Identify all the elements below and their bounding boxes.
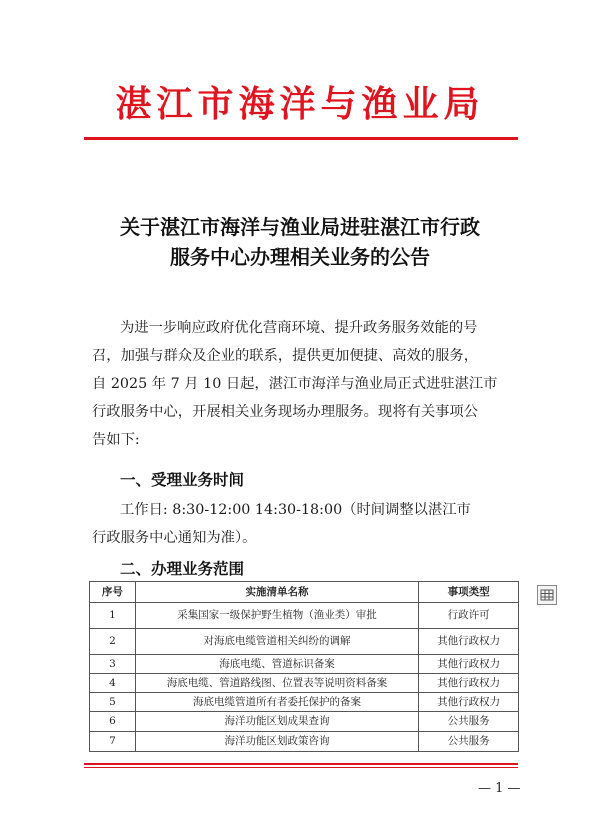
section-1-line: 行政服务中心通知为准）。 [92, 530, 257, 546]
table-header-row [90, 582, 519, 603]
table-row [90, 732, 519, 752]
cell-item-name: 采集国家一级保护野生植物（渔业类）审批 [135, 603, 418, 629]
cell-item-type: 其他行政权力 [419, 655, 519, 674]
cell-item-type: 其他行政权力 [419, 693, 519, 712]
cell-item-name: 海底电缆、管道标识备案 [135, 655, 418, 674]
table-row [90, 712, 519, 732]
cell-item-name: 海底电缆、管道路线图、位置表等说明资料备案 [135, 674, 418, 693]
cell-item-name: 海洋功能区划政策咨询 [135, 732, 418, 752]
cell-serial: 5 [90, 693, 136, 712]
cell-serial: 1 [90, 603, 136, 629]
footer-red-rule-thin [84, 767, 518, 768]
page-number: — 1 — [478, 781, 521, 796]
masthead-red-rule [84, 137, 518, 140]
title-line-2: 服务中心办理相关业务的公告 [170, 245, 430, 269]
section-1-paragraph [92, 496, 520, 552]
table-row [90, 693, 519, 712]
footer-red-rule [84, 763, 518, 765]
cell-item-name: 海底电缆管道所有者委托保护的备案 [135, 693, 418, 712]
cell-item-name: 对海底电缆管道相关纠纷的调解 [135, 629, 418, 655]
cell-item-type: 公共服务 [419, 712, 519, 732]
header-serial: 序号 [90, 582, 136, 603]
table-row [90, 674, 519, 693]
intro-line: 为进一步响应政府优化营商环境、提升政务服务效能的号 [120, 320, 478, 336]
cell-serial: 2 [90, 629, 136, 655]
cell-item-type: 其他行政权力 [419, 629, 519, 655]
cell-item-name: 海洋功能区划成果查询 [135, 712, 418, 732]
header-item-name: 实施清单名称 [135, 582, 418, 603]
cell-serial: 3 [90, 655, 136, 674]
section-1-heading: 一、受理业务时间 [120, 470, 245, 489]
header-item-type: 事项类型 [419, 582, 519, 603]
business-scope-table [89, 581, 519, 752]
section-1-line: 工作日: 8:30-12:00 14:30-18:00（时间调整以湛江市 [120, 502, 471, 518]
intro-line: 行政服务中心，开展相关业务现场办理服务。现将有关事项公 [92, 404, 479, 420]
table-row [90, 629, 519, 655]
cell-item-type: 其他行政权力 [419, 674, 519, 693]
table-row [90, 655, 519, 674]
cell-serial: 7 [90, 732, 136, 752]
intro-line: 告如下: [92, 432, 140, 448]
section-2-heading: 二、办理业务范围 [120, 559, 245, 578]
cell-serial: 6 [90, 712, 136, 732]
document-title [0, 212, 600, 272]
intro-line: 自 2025 年 7 月 10 日起，湛江市海洋与渔业局正式进驻湛江市 [92, 376, 498, 392]
table-view-icon[interactable] [537, 585, 557, 605]
cell-item-type: 公共服务 [419, 732, 519, 752]
cell-item-type: 行政许可 [419, 603, 519, 629]
title-line-1: 关于湛江市海洋与渔业局进驻湛江市行政 [120, 215, 480, 239]
cell-serial: 4 [90, 674, 136, 693]
intro-paragraph [92, 314, 520, 454]
table-row [90, 603, 519, 629]
masthead-org-name: 湛江市海洋与渔业局 [115, 83, 485, 125]
intro-line: 召，加强与群众及企业的联系，提供更加便捷、高效的服务， [92, 348, 479, 364]
